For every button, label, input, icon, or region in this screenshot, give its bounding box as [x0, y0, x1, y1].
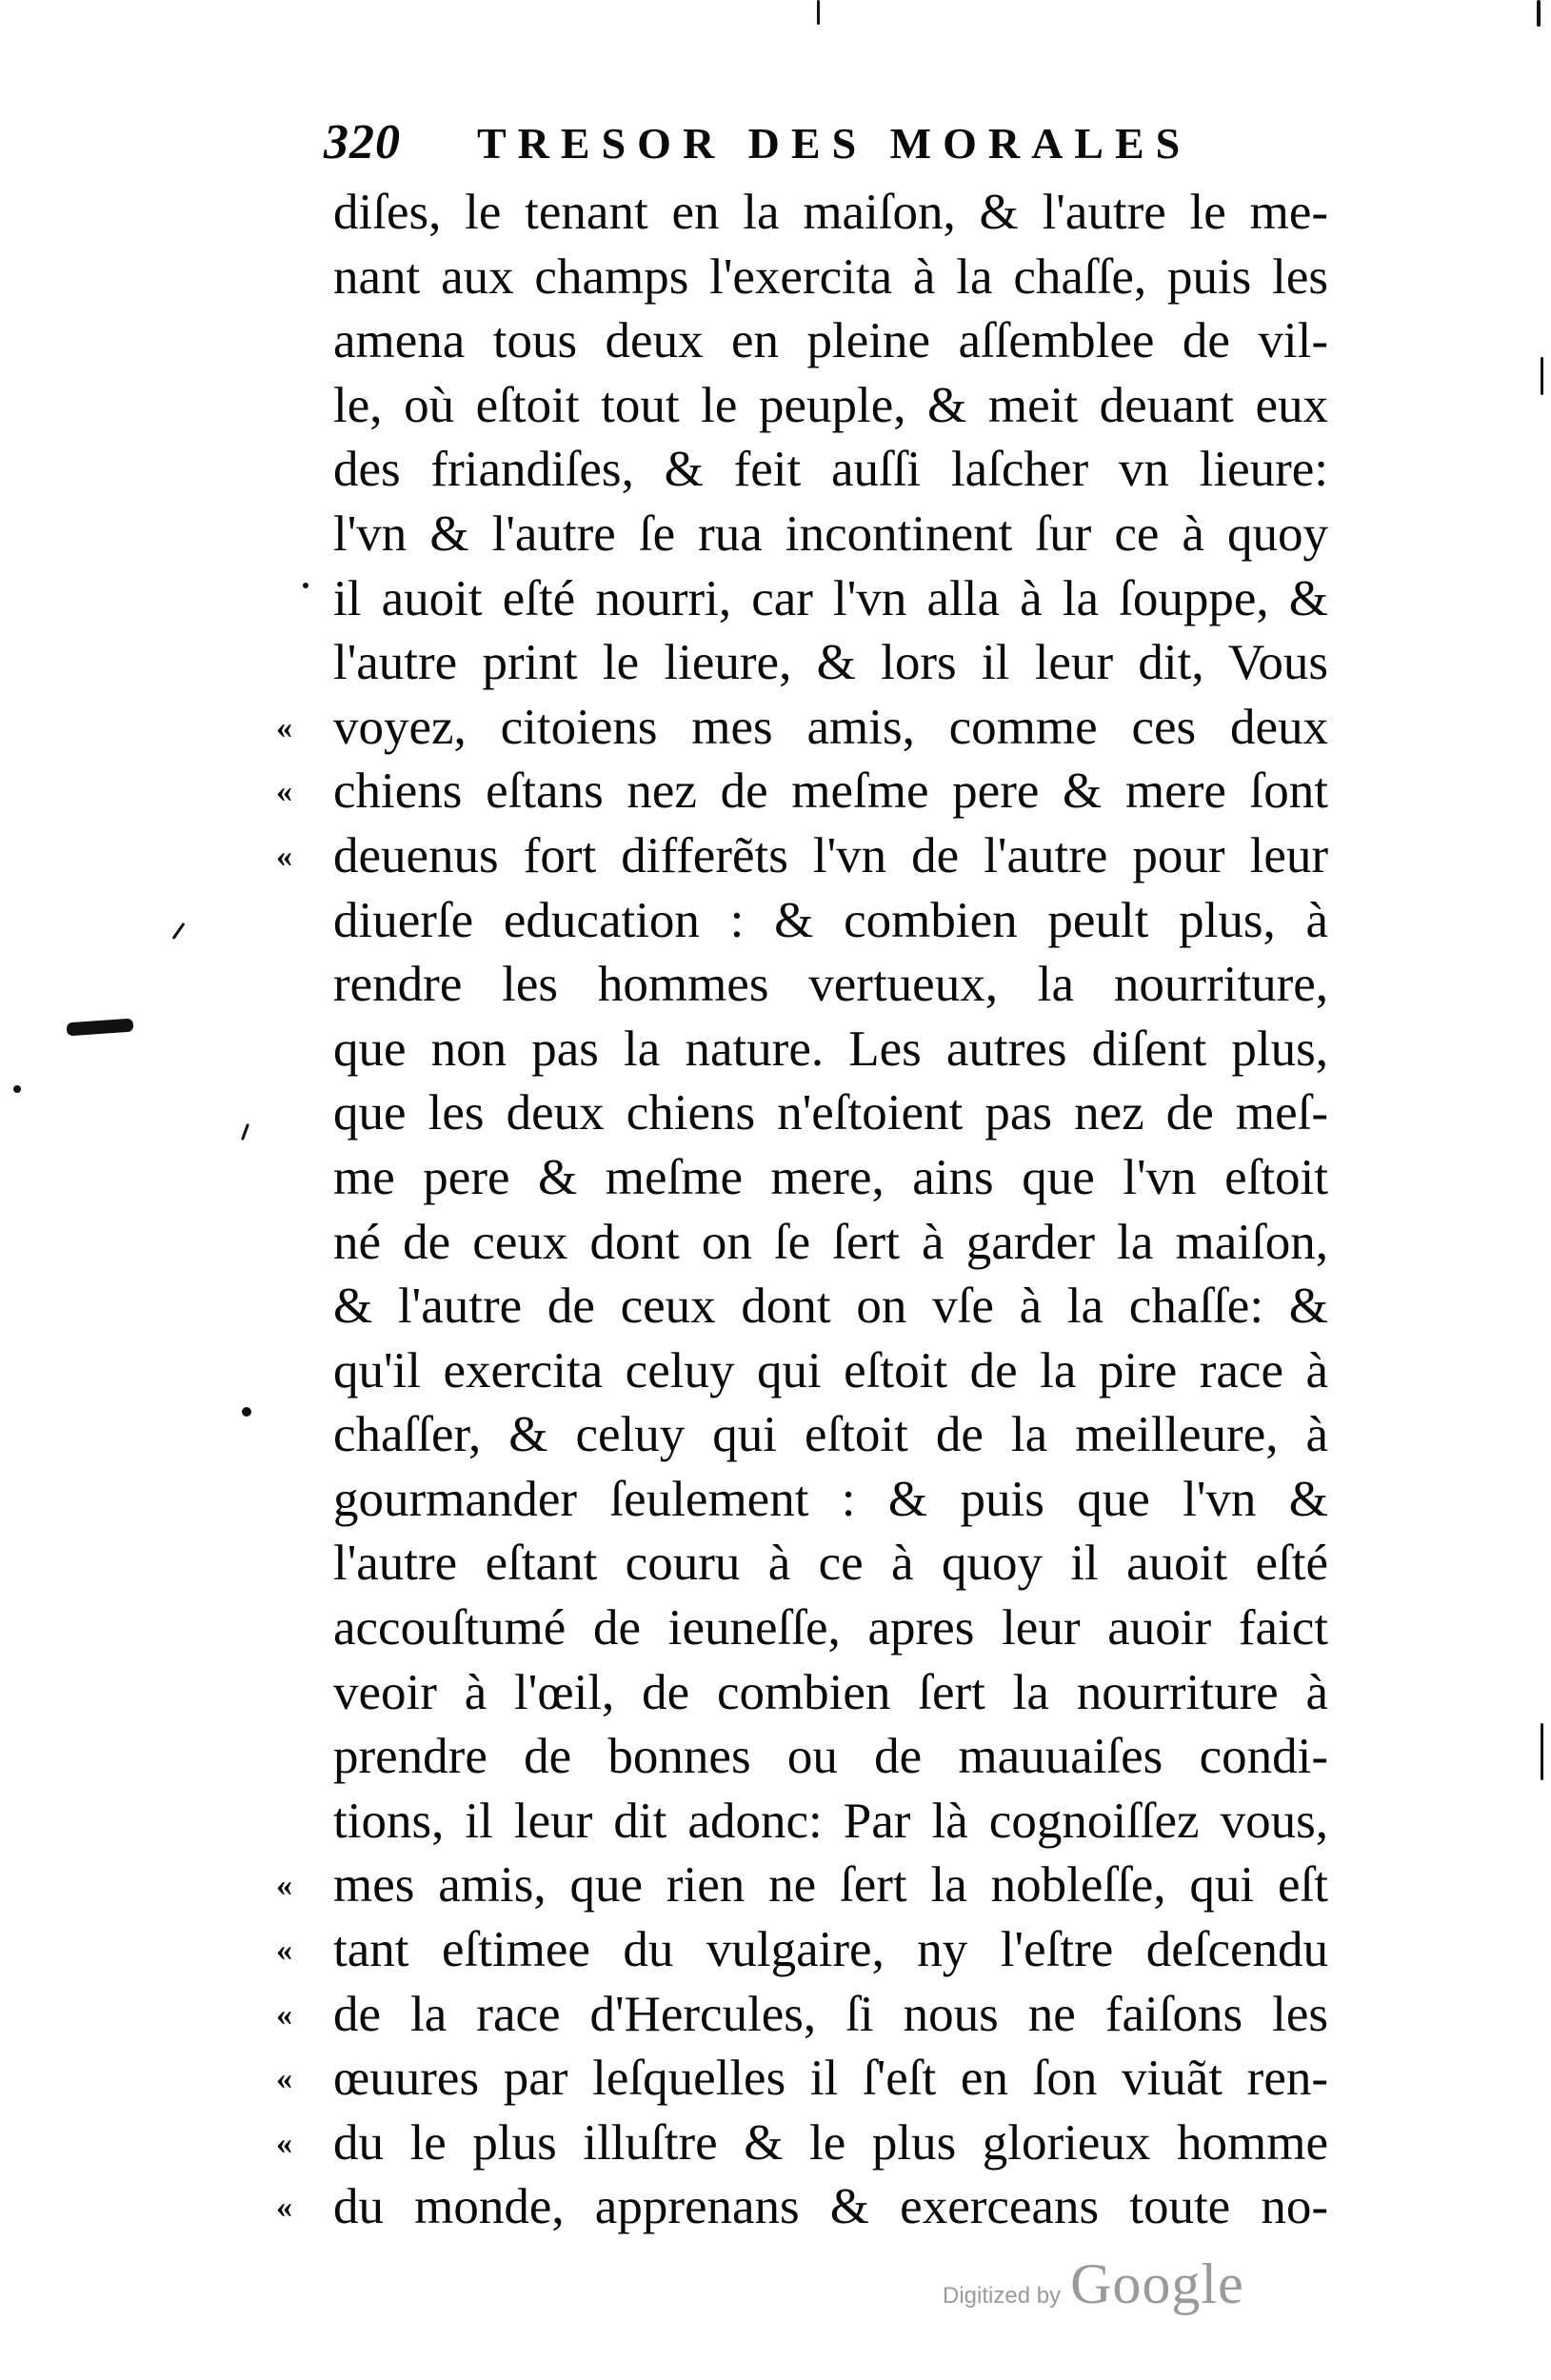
- text-line-content: mes amis, que rien ne ſert la nobleſſe, qui eſt: [333, 1857, 1328, 1914]
- text-line: [276, 1403, 1400, 1468]
- text-line: [276, 1146, 1400, 1211]
- text-line-content: chiens eſtans nez de meſme pere & mere ſont: [333, 764, 1328, 820]
- text-line: [276, 246, 1400, 310]
- text-line: [276, 567, 1400, 632]
- text-line: [276, 889, 1400, 954]
- text-line: [276, 1211, 1400, 1276]
- text-line: [276, 2175, 1400, 2240]
- text-line-content: voyez, citoiens mes amis, comme ces deux: [333, 699, 1328, 755]
- quotation-mark: «: [276, 1996, 292, 2033]
- quotation-mark: «: [276, 774, 292, 810]
- text-line: [276, 953, 1400, 1018]
- text-line-content: du monde, apprenans & exerceans toute no-: [333, 2179, 1328, 2235]
- text-line-content: diuerſe education : & combien peult plus, à: [333, 892, 1328, 948]
- text-line: [276, 1918, 1400, 1983]
- text-line: [276, 1661, 1400, 1726]
- digitized-stamp: [943, 2251, 1244, 2317]
- text-line-content: né de ceux dont on ſe ſert à garder la maiſon,: [333, 1214, 1328, 1270]
- text-line-content: rendre les hommes vertueux, la nourriture,: [333, 957, 1328, 1013]
- text-line-content: le, où eſtoit tout le peuple, & meit deuant eux: [333, 377, 1328, 433]
- google-wordmark: Google: [1070, 2252, 1244, 2315]
- quotation-mark: «: [276, 1868, 292, 1904]
- quotation-mark: «: [276, 2190, 292, 2226]
- text-line: [276, 696, 1400, 761]
- text-line-content: prendre de bonnes ou de mauuaiſes condi-: [333, 1729, 1328, 1785]
- text-line: [276, 503, 1400, 567]
- text-line-content: de la race d'Hercules, ſi nous ne faiſons les: [333, 1986, 1328, 2042]
- page-number: 320: [324, 115, 401, 169]
- running-title: TRESOR DES MORALES: [477, 119, 1192, 168]
- text-line: [276, 1018, 1400, 1082]
- text-line: [276, 1725, 1400, 1790]
- margin-ink-stroke: [817, 0, 820, 25]
- body-text: [276, 181, 1400, 2240]
- text-line: [276, 824, 1400, 889]
- text-line-content: du le plus illuſtre & le plus glorieux homme: [333, 2114, 1328, 2171]
- text-line: [276, 1339, 1400, 1404]
- text-line: [276, 1532, 1400, 1597]
- text-line: [276, 438, 1400, 503]
- text-line-content: que non pas la nature. Les autres diſent plus,: [333, 1021, 1328, 1077]
- digitized-label: Digitized by: [943, 2283, 1062, 2309]
- quotation-mark: «: [276, 1933, 292, 1969]
- text-line-content: gourmander ſeulement : & puis que l'vn &: [333, 1471, 1328, 1527]
- quotation-mark: «: [276, 709, 292, 745]
- text-line-content: chaſſer, & celuy qui eſtoit de la meilleure, à: [333, 1407, 1328, 1463]
- text-line-content: tant eſtimee du vulgaire, ny l'eſtre deſcendu: [333, 1922, 1328, 1978]
- running-head: [324, 114, 1238, 181]
- text-line: [276, 1854, 1400, 1918]
- text-line-content: œuures par leſquelles il ſ'eſt en ſon viuãt ren-: [333, 2051, 1328, 2107]
- text-line-content: des friandiſes, & feit auſſi laſcher vn lieure:: [333, 442, 1328, 498]
- text-line-content: veoir à l'œil, de combien ſert la nourriture à: [333, 1664, 1328, 1720]
- quotation-mark: «: [276, 838, 292, 874]
- text-line-content: tions, il leur dit adonc: Par là cognoiſſez vous,: [333, 1793, 1328, 1849]
- quotation-mark: «: [276, 2061, 292, 2097]
- text-line-content: l'autre eſtant couru à ce à quoy il auoit eſté: [333, 1536, 1328, 1592]
- text-line: [276, 2047, 1400, 2112]
- text-line-content: amena tous deux en pleine aſſemblee de vil-: [333, 313, 1328, 369]
- text-line-content: l'vn & l'autre ſe rua incontinent ſur ce à quoy: [333, 506, 1328, 562]
- text-line-content: nant aux champs l'exercita à la chaſſe, puis les: [333, 248, 1328, 305]
- margin-ink-dot: [13, 1085, 21, 1093]
- text-line: [276, 1790, 1400, 1854]
- text-line: [276, 1597, 1400, 1661]
- text-line-content: qu'il exercita celuy qui eſtoit de la pire race à: [333, 1342, 1328, 1398]
- text-line: [276, 2112, 1400, 2176]
- text-line-content: que les deux chiens n'eſtoient pas nez de meſ-: [333, 1085, 1328, 1141]
- margin-ink-mark: [67, 1019, 134, 1037]
- text-line-content: diſes, le tenant en la maiſon, & l'autre le me-: [333, 185, 1328, 240]
- margin-ink-stroke: [1537, 0, 1541, 27]
- text-line: [276, 760, 1400, 824]
- text-line: [276, 1983, 1400, 2048]
- text-line-content: & l'autre de ceux dont on vſe à la chaſſe: &: [333, 1279, 1328, 1335]
- text-line-content: me pere & meſme mere, ains que l'vn eſtoit: [333, 1149, 1328, 1205]
- margin-ink-stroke: [241, 1123, 249, 1140]
- text-line: [276, 1275, 1400, 1339]
- text-line-content: l'autre print le lieure, & lors il leur dit, Vous: [333, 635, 1328, 691]
- margin-ink-dot: [242, 1407, 251, 1417]
- margin-ink-stroke: [172, 922, 186, 940]
- text-line: [276, 631, 1400, 696]
- text-line: [276, 181, 1400, 246]
- margin-ink-stroke: [1541, 357, 1543, 395]
- quotation-mark: «: [276, 2125, 292, 2161]
- text-line: [276, 309, 1400, 374]
- text-line: [276, 1081, 1400, 1146]
- text-line-content: accouſtumé de ieuneſſe, apres leur auoir faict: [333, 1600, 1328, 1656]
- margin-ink-dot: [303, 583, 308, 588]
- text-line: [276, 374, 1400, 439]
- text-line: [276, 1468, 1400, 1533]
- text-line-content: deuenus fort differẽts l'vn de l'autre pour leur: [333, 827, 1328, 883]
- text-line-content: il auoit eſté nourri, car l'vn alla à la ſouppe, &: [333, 570, 1328, 626]
- margin-ink-stroke: [1541, 1723, 1543, 1780]
